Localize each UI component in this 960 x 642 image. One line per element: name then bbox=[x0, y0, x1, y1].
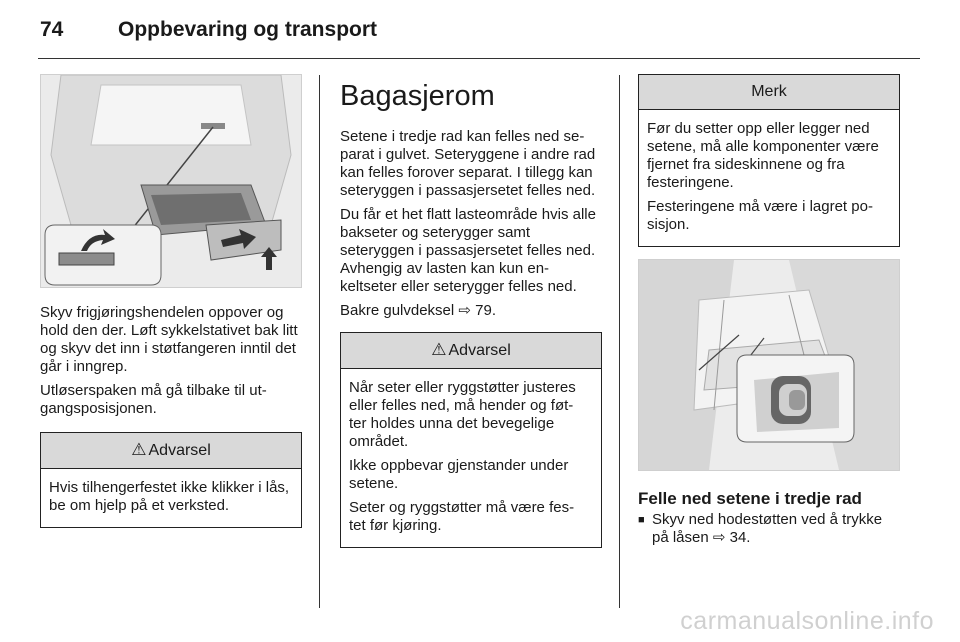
subsection-heading: Felle ned setene i tredje rad bbox=[638, 489, 862, 508]
instruction-list bbox=[638, 511, 900, 547]
column-3 bbox=[638, 74, 900, 547]
paragraph: Setene i tredje rad kan felles ned se- parat i gulvet. Seteryggene i andre rad kan felles forover separat. I tillegg kan seteryggen i passasjersetet felles ned. bbox=[340, 128, 596, 199]
warning-title: Advarsel bbox=[448, 342, 511, 359]
page-header bbox=[40, 18, 377, 42]
cross-reference: Bakre gulvdeksel ⇨ 79. bbox=[340, 302, 496, 319]
warning-triangle-icon: ⚠ bbox=[431, 340, 447, 359]
section-title: Oppbevaring og transport bbox=[118, 18, 378, 41]
warning-text: Seter og ryggstøtter må være fes- tet før kjøring. bbox=[349, 499, 575, 534]
note-text: Festeringene må være i lagret po- sisjon. bbox=[647, 198, 873, 233]
watermark: carmanualsonline.info bbox=[680, 607, 934, 635]
column-1 bbox=[40, 74, 302, 528]
warning-title: Advarsel bbox=[148, 442, 211, 459]
warning-triangle-icon: ⚠ bbox=[131, 440, 147, 459]
seat-release-illustration bbox=[638, 259, 900, 471]
note-box-header bbox=[639, 75, 899, 110]
warning-box-header bbox=[41, 433, 301, 469]
list-item: ■ Skyv ned hodestøtten ved å trykke på låsen ⇨ 34. bbox=[638, 511, 900, 547]
section-heading: Bagasjerom bbox=[340, 80, 495, 112]
warning-box-header bbox=[341, 333, 601, 369]
page-number: 74 bbox=[40, 18, 64, 41]
header-rule bbox=[38, 58, 920, 59]
warning-box bbox=[340, 332, 602, 548]
warning-text: Ikke oppbevar gjenstander under setene. bbox=[349, 457, 569, 492]
note-box bbox=[638, 74, 900, 247]
warning-text: Når seter eller ryggstøtter justeres eller felles ned, må hender og føt- ter holdes unna det bevegelige området. bbox=[349, 379, 576, 450]
paragraph: Du får et het flatt lasteområde hvis alle bakseter og seterygger samt seteryggen i passasjersetet felles ned. Avhengig av lasten kan kun en- keltseter eller seterygger felles ned. bbox=[340, 206, 596, 295]
column-divider-1 bbox=[319, 75, 320, 608]
note-text: Før du setter opp eller legger ned setene, må alle komponenter være fjernet fra sideskinnene og fra festeringene. bbox=[647, 120, 879, 191]
column-2 bbox=[340, 74, 602, 548]
note-title: Merk bbox=[751, 83, 787, 100]
warning-box bbox=[40, 432, 302, 528]
paragraph: Utløserspaken må gå tilbake til ut- gangsposisjonen. bbox=[40, 382, 267, 417]
column-divider-2 bbox=[619, 75, 620, 608]
paragraph: Skyv frigjøringshendelen oppover og hold den der. Løft sykkelstativet bak litt og skyv det inn i støtfangeren inntil det går i inngrep. bbox=[40, 304, 298, 375]
bike-carrier-illustration bbox=[40, 74, 302, 288]
warning-text: Hvis tilhengerfestet ikke klikker i lås, be om hjelp på et verksted. bbox=[49, 479, 290, 514]
